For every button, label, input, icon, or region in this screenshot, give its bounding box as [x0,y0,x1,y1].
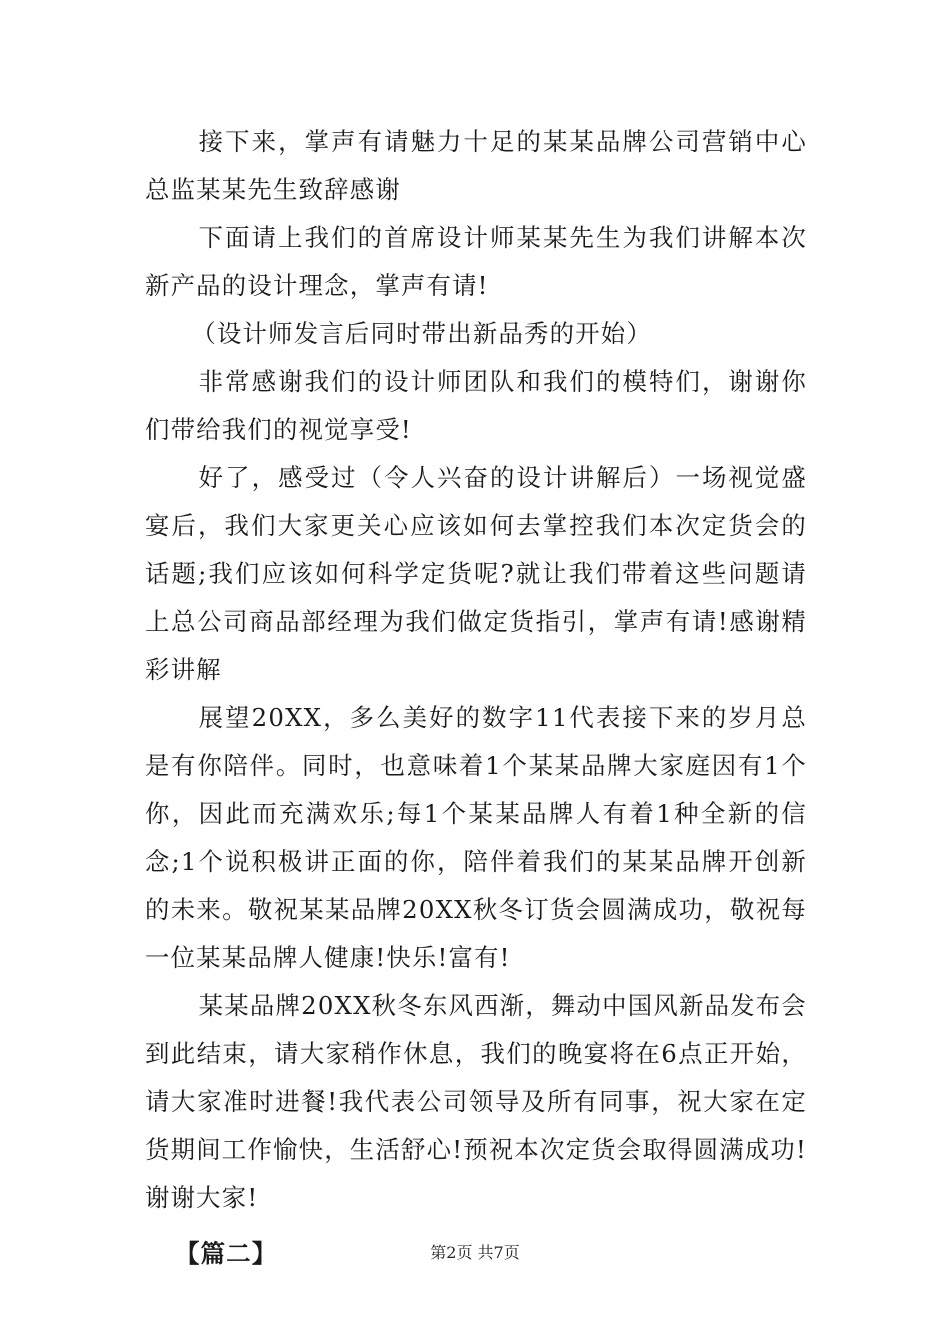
document-body [145,118,807,1278]
paragraph-outlook: 展望20XX，多么美好的数字11代表接下来的岁月总是有你陪伴。同时，也意味着1个某某品牌大家庭因有1个你，因此而充满欢乐;每1个某某品牌人有着1种全新的信念;1个说积极讲正面的你，陪伴着我们的某某品牌开创新的未来。敬祝某某品牌20XX秋冬订货会圆满成功，敬祝每一位某某品牌人健康!快乐!富有! [145,703,807,972]
section-heading: 【篇二】 [175,1239,278,1268]
paragraph-thanks-models: 非常感谢我们的设计师团队和我们的模特们，谢谢你们带给我们的视觉享受! [145,367,807,444]
page-number-footer: 第2页 共7页 [430,1243,520,1262]
paragraph-closing-thanks: 接下来，掌声有请魅力十足的某某品牌公司营销中心总监某某先生致辞感谢 [145,127,807,204]
paragraph-ordering-guidance: 好了，感受过（令人兴奋的设计讲解后）一场视觉盛宴后，我们大家更关心应该如何去掌控我们本次定货会的话题;我们应该如何科学定货呢?就让我们带着这些问题请上总公司商品部经理为我们做定货指引，掌声有请!感谢精彩讲解 [145,463,807,684]
paragraph-designer-intro: 下面请上我们的首席设计师某某先生为我们讲解本次新产品的设计理念，掌声有请! [145,223,807,300]
paragraph-conclusion: 某某品牌20XX秋冬东风西渐，舞动中国风新品发布会到此结束，请大家稍作休息，我们的晚宴将在6点正开始，请大家准时进餐!我代表公司领导及所有同事，祝大家在定货期间工作愉快，生活舒心!预祝本次定货会取得圆满成功!谢谢大家! [145,991,807,1212]
paragraph-stage-direction: （设计师发言后同时带出新品秀的开始） [191,319,652,348]
